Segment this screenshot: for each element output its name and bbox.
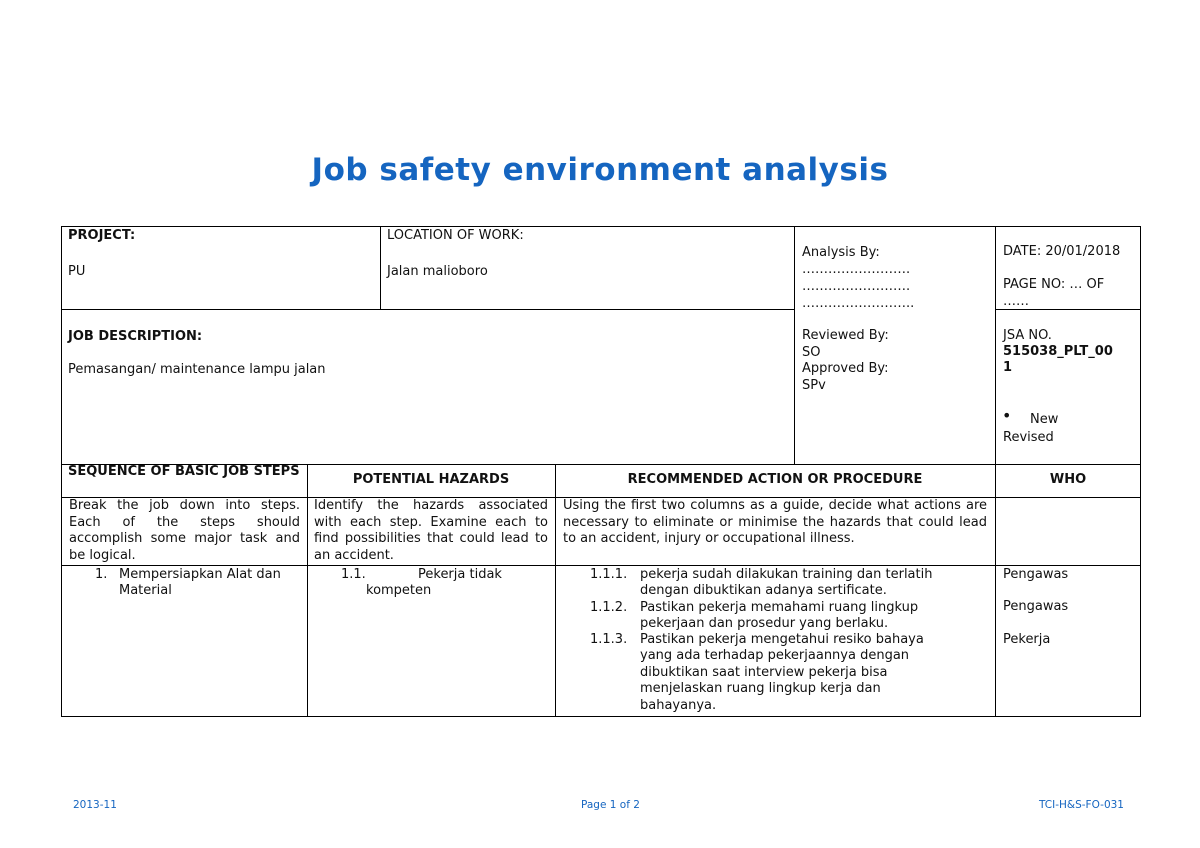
column-header-who: WHO xyxy=(1049,472,1087,487)
column-header-hazards: POTENTIAL HAZARDS xyxy=(352,472,510,487)
hazard-text-cont: kompeten xyxy=(366,583,432,598)
action-number: 1.1.3. xyxy=(590,632,628,647)
action-number: 1.1.2. xyxy=(590,600,628,615)
action-text: pekerja sudah dilakukan training dan terlatih xyxy=(640,567,933,582)
column-header-actions: RECOMMENDED ACTION OR PROCEDURE xyxy=(627,472,923,487)
divider xyxy=(380,226,381,310)
action-number: 1.1.1. xyxy=(590,567,628,582)
project-label: PROJECT: xyxy=(68,228,136,243)
reviewed-by-label: Reviewed By: xyxy=(802,328,889,343)
action-text-cont: dengan dibuktikan adanya sertificate. xyxy=(640,583,887,598)
jsa-number-label: JSA NO. xyxy=(1003,328,1052,343)
step-number: 1. xyxy=(95,567,108,582)
analysis-by-line: ……………………. xyxy=(802,262,911,277)
analysis-by-line: …………………….. xyxy=(802,296,915,311)
hazard-number: 1.1. xyxy=(341,567,366,582)
guidance-actions: Using the first two columns as a guide, decide what actions are necessary to eliminate or minimise the hazards that could lead to an accident, injury or occupational illness. xyxy=(563,498,992,546)
job-description-label: JOB DESCRIPTION: xyxy=(68,329,203,344)
guidance-hazards: Identify the hazards associated with each step. Examine each to find possibilities that could lead to an accident. xyxy=(314,498,553,563)
analysis-by-label: Analysis By: xyxy=(802,245,880,260)
analysis-by-line: ……………………. xyxy=(802,279,911,294)
status-new: New xyxy=(1030,412,1059,427)
divider xyxy=(61,309,794,310)
footer-form-code: TCI-H&S-FO-031 xyxy=(1039,799,1124,811)
action-text: Pastikan pekerja mengetahui resiko bahaya xyxy=(640,632,924,647)
date-field: DATE: 20/01/2018 xyxy=(1003,244,1121,259)
page-number-field: PAGE NO: … OF xyxy=(1003,277,1105,292)
jsa-number-value: 515038_PLT_00 xyxy=(1003,344,1113,359)
jsa-number-value-cont: 1 xyxy=(1003,360,1013,375)
divider xyxy=(794,226,795,465)
who-value: Pengawas xyxy=(1003,567,1069,582)
job-description-value: Pemasangan/ maintenance lampu jalan xyxy=(68,362,326,377)
page-number-field-cont: …… xyxy=(1003,294,1029,309)
action-text-cont: yang ada terhadap pekerjaannya dengan dibuktikan saat interview pekerja bisa menjelaskan ruang lingkup kerja dan bahayanya. xyxy=(640,648,910,713)
footer-page-number: Page 1 of 2 xyxy=(581,799,640,811)
action-text: Pastikan pekerja memahami ruang lingkup xyxy=(640,600,919,615)
divider xyxy=(995,226,996,465)
action-text-cont: pekerjaan dan prosedur yang berlaku. xyxy=(640,616,889,631)
approved-by-label: Approved By: xyxy=(802,361,889,376)
divider xyxy=(307,464,308,717)
footer-date-code: 2013-11 xyxy=(73,799,117,811)
bullet-icon: • xyxy=(1002,406,1012,425)
column-header-steps: SEQUENCE OF BASIC JOB STEPS xyxy=(68,464,300,479)
step-text: Mempersiapkan Alat dan xyxy=(119,567,281,582)
location-label: LOCATION OF WORK: xyxy=(387,228,524,243)
step-text-cont: Material xyxy=(119,583,172,598)
who-value: Pengawas xyxy=(1003,599,1069,614)
info-table xyxy=(61,226,1141,465)
location-value: Jalan malioboro xyxy=(387,264,488,279)
approved-by-value: SPv xyxy=(802,378,826,393)
who-value: Pekerja xyxy=(1003,632,1051,647)
reviewed-by-value: SO xyxy=(802,345,821,360)
guidance-steps: Break the job down into steps. Each of the steps should accomplish some major task and be logical. xyxy=(69,498,305,563)
divider xyxy=(995,464,996,717)
document-title: Job safety environment analysis xyxy=(311,152,889,188)
divider xyxy=(555,464,556,717)
project-value: PU xyxy=(68,264,86,279)
hazard-text: Pekerja tidak xyxy=(418,567,502,582)
divider xyxy=(61,565,1141,566)
status-revised: Revised xyxy=(1003,430,1054,445)
